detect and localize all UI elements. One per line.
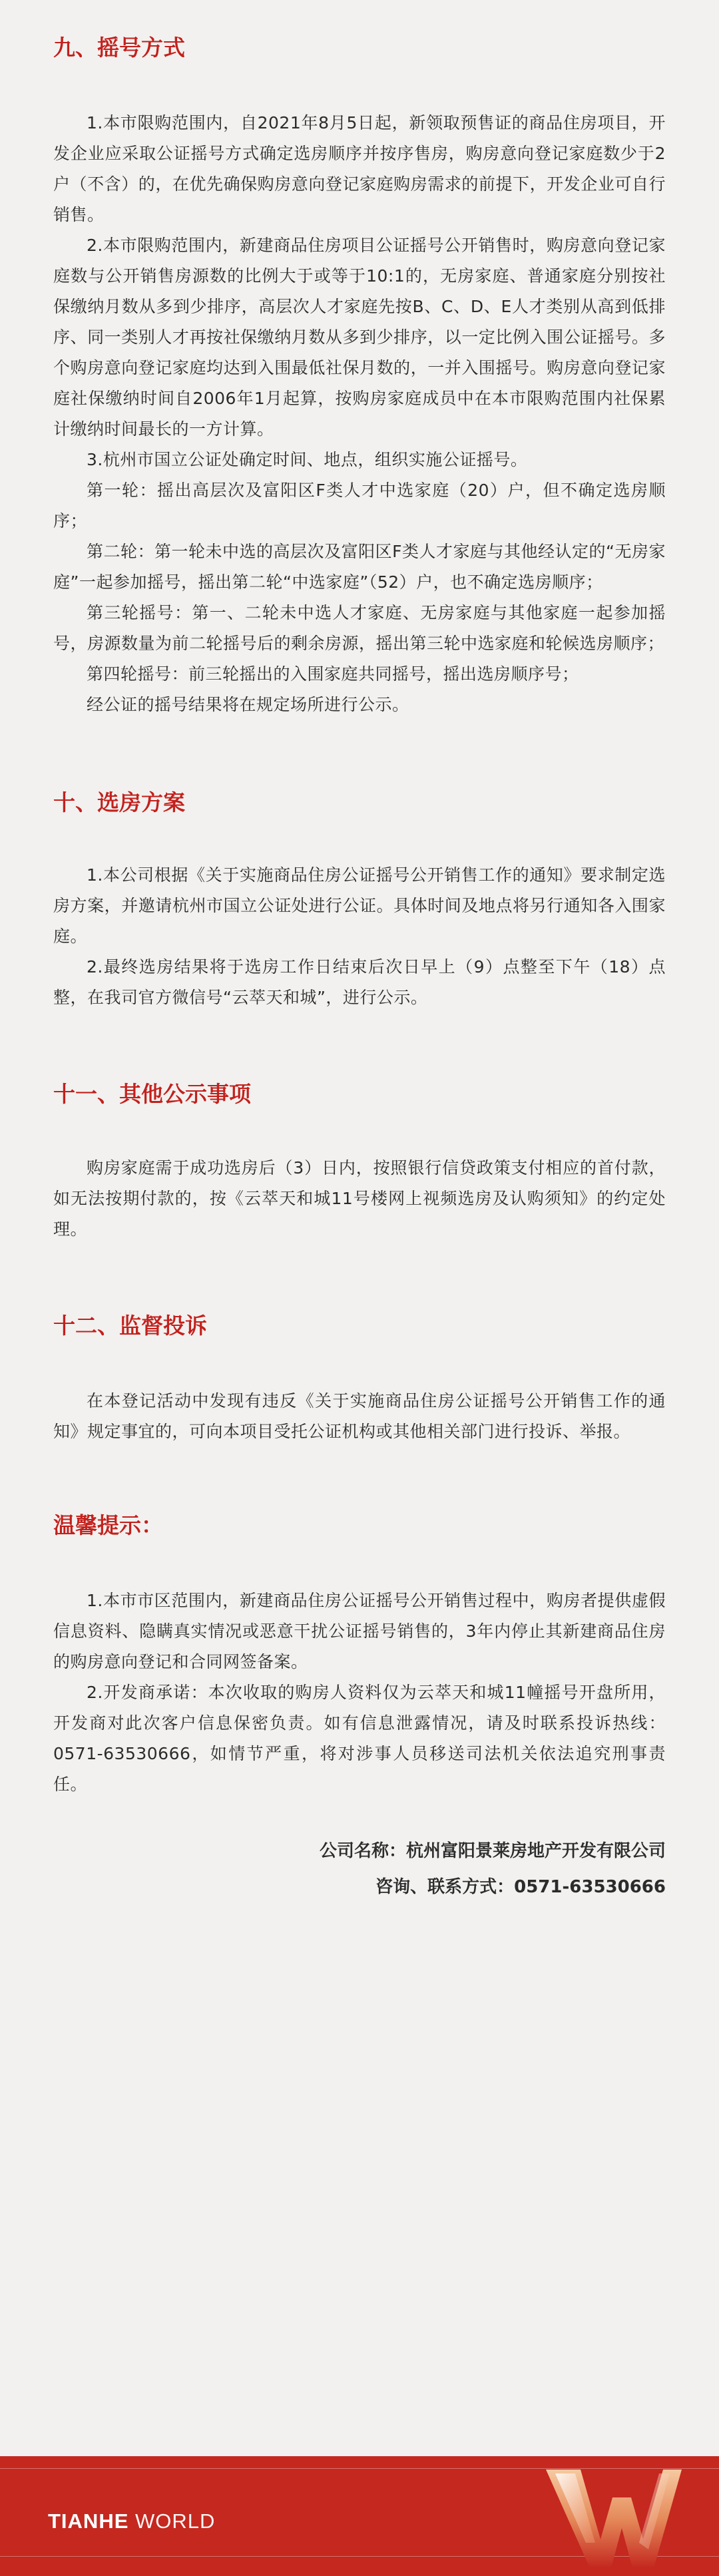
section-title: 温馨提示： [53, 1512, 163, 1538]
paragraph: 1.本市市区范围内，新建商品住房公证摇号公开销售过程中，购房者提供虚假信息资料、隐瞒真实情况或恶意干扰公证摇号销售的，3年内停止其新建商品住房的购房意向登记和合同网签备案。 [53, 1591, 666, 1671]
company-info [53, 1833, 666, 1905]
paragraph: 3.杭州市国立公证处确定时间、地点，组织实施公证摇号。 [87, 450, 528, 469]
paragraph: 第四轮摇号：前三轮摇出的入围家庭共同摇号，摇出选房顺序号； [87, 664, 579, 684]
paragraph: 2.本市限购范围内，新建商品住房项目公证摇号公开销售时，购房意向登记家庭数与公开销售房源数的比例大于或等于10:1的，无房家庭、普通家庭分别按社保缴纳月数从多到少排序，高层次人才家庭先按B、C、D、E人才类别从高到低排序、同一类别人才再按社保缴纳月数从多到少排序，以一定比例入围公证摇号。多个购房意向登记家庭均达到入围最低社保月数的，一并入围摇号。购房意向登记家庭社保缴纳时间自2006年1月起算，按购房家庭成员中在本市限购范围内社保累计缴纳时间最长的一方计算。 [53, 236, 666, 439]
section-other-notices [53, 1074, 666, 1245]
brand-bold: TIANHE [48, 2509, 129, 2533]
paragraph: 第三轮摇号：第一、二轮未中选人才家庭、无房家庭与其他家庭一起参加摇号，房源数量为前二轮摇号后的剩余房源，摇出第三轮中选家庭和轮候选房顺序； [53, 603, 666, 653]
section-selection-plan [53, 783, 666, 1013]
paragraph: 经公证的摇号结果将在规定场所进行公示。 [87, 695, 409, 714]
section-title: 十、选房方案 [53, 789, 185, 815]
footer-banner [0, 2456, 719, 2576]
brand-wordmark [48, 2509, 215, 2533]
section-lottery-method [53, 0, 666, 720]
w-logo-icon [539, 2456, 686, 2576]
section-supervision-complaints [53, 1306, 666, 1447]
paragraph: 2.最终选房结果将于选房工作日结束后次日早上（9）点整至下午（18）点整，在我司官方微信号“云萃天和城”，进行公示。 [53, 957, 666, 1007]
paragraph: 1.本公司根据《关于实施商品住房公证摇号公开销售工作的通知》要求制定选房方案，并邀请杭州市国立公证处进行公证。具体时间及地点将另行通知各入围家庭。 [53, 865, 666, 946]
section-warm-tips [53, 1506, 666, 1800]
paragraph: 2.开发商承诺：本次收取的购房人资料仅为云萃天和城11幢摇号开盘所用，开发商对此次客户信息保密负责。如有信息泄露情况，请及时联系投诉热线：0571-63530666，如情节严重，将对涉事人员移送司法机关依法追究刑事责任。 [53, 1683, 666, 1794]
brand-light: WORLD [128, 2509, 216, 2533]
paragraph: 第一轮：摇出高层次及富阳区F类人才中选家庭（20）户，但不确定选房顺序； [53, 481, 666, 531]
paragraph: 第二轮：第一轮未中选的高层次及富阳区F类人才家庭与其他经认定的“无房家庭”一起参加摇号，摇出第二轮“中选家庭”（52）户，也不确定选房顺序； [53, 542, 666, 592]
paragraph: 1.本市限购范围内，自2021年8月5日起，新领取预售证的商品住房项目，开发企业应采取公证摇号方式确定选房顺序并按序售房，购房意向登记家庭数少于2户（不含）的，在优先确保购房意向登记家庭购房需求的前提下，开发企业可自行销售。 [53, 113, 666, 224]
section-title: 九、摇号方式 [53, 35, 185, 61]
company-contact: 咨询、联系方式：0571-63530666 [375, 1877, 666, 1897]
section-title: 十二、监督投诉 [53, 1313, 207, 1339]
paragraph: 在本登记活动中发现有违反《关于实施商品住房公证摇号公开销售工作的通知》规定事宜的，可向本项目受托公证机构或其他相关部门进行投诉、举报。 [53, 1391, 666, 1441]
company-name: 公司名称：杭州富阳景莱房地产开发有限公司 [319, 1841, 666, 1861]
paragraph: 购房家庭需于成功选房后（3）日内，按照银行信贷政策支付相应的首付款，如无法按期付款的，按《云萃天和城11号楼网上视频选房及认购须知》的约定处理。 [53, 1158, 666, 1239]
section-title: 十一、其他公示事项 [53, 1081, 251, 1107]
